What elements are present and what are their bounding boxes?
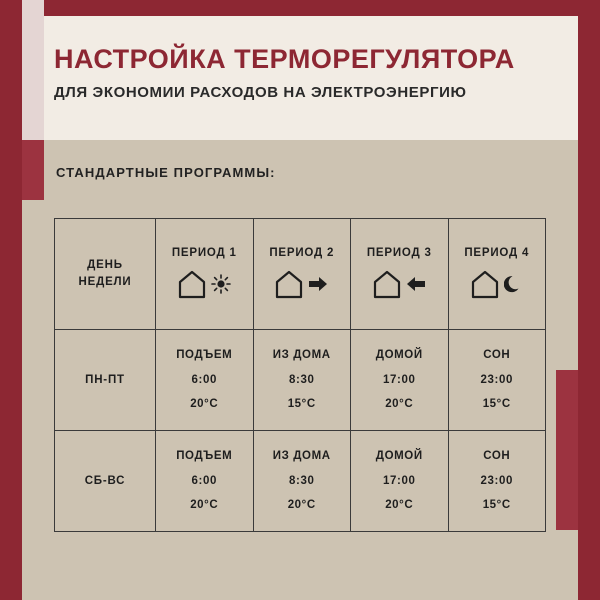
column-header-period-3 [351, 219, 449, 330]
house-arrow-left-icon-group [351, 267, 448, 301]
cell-name: ДОМОЙ [375, 348, 423, 361]
arrow-right-icon [308, 275, 328, 293]
cell-weekday-period-3 [351, 330, 449, 431]
column-header-period-1 [156, 219, 254, 330]
row-day-label: ПН-ПТ [55, 330, 156, 431]
column-header-period-2-label: ПЕРИОД 2 [269, 247, 335, 259]
section-caption: СТАНДАРТНЫЕ ПРОГРАММЫ: [56, 165, 276, 180]
house-icon [275, 269, 303, 299]
cell-temp: 20°C [385, 499, 414, 512]
cell-name: ДОМОЙ [375, 449, 423, 462]
cell-temp: 20°C [287, 499, 316, 512]
cell-temp: 20°C [385, 398, 414, 411]
schedule-table [54, 218, 546, 532]
cell-weekday-period-2 [253, 330, 351, 431]
cell-weekend-period-2 [253, 431, 351, 532]
column-header-period-4 [448, 219, 546, 330]
table-row [55, 431, 546, 532]
page-subtitle: ДЛЯ ЭКОНОМИИ РАСХОДОВ НА ЭЛЕКТРОЭНЕРГИЮ [54, 84, 467, 101]
column-header-period-4-label: ПЕРИОД 4 [464, 247, 530, 259]
sun-icon [211, 274, 231, 294]
house-icon [178, 269, 206, 299]
page-title: НАСТРОЙКА ТЕРМОРЕГУЛЯТОРА [54, 44, 515, 74]
cell-weekday-period-4 [448, 330, 546, 431]
cell-weekend-period-4 [448, 431, 546, 532]
house-icon [373, 269, 401, 299]
day-header-line1: ДЕНЬ [87, 259, 123, 272]
cell-weekday-period-1 [156, 330, 254, 431]
left-accent-bar [0, 0, 22, 600]
cell-temp: 20°C [190, 499, 219, 512]
cell-time: 23:00 [480, 474, 513, 487]
cell-name: ИЗ ДОМА [272, 449, 331, 462]
cell-temp: 15°C [482, 398, 511, 411]
cell-time: 8:30 [289, 373, 315, 386]
column-header-day [55, 219, 156, 330]
header-top-accent [44, 0, 578, 16]
cell-time: 6:00 [191, 474, 217, 487]
right-accent-bar [578, 0, 600, 600]
cell-name: ПОДЪЕМ [176, 348, 233, 361]
house-arrow-right-icon-group [254, 267, 351, 301]
cell-time: 17:00 [383, 373, 416, 386]
cell-weekend-period-1 [156, 431, 254, 532]
table-header-row [55, 219, 546, 330]
house-moon-icon-group [449, 267, 546, 301]
right-mid-bar [556, 370, 578, 530]
day-header-line2: НЕДЕЛИ [78, 276, 132, 288]
cell-time: 6:00 [191, 373, 217, 386]
row-day-label: СБ-ВС [55, 431, 156, 532]
house-icon [471, 269, 499, 299]
cell-time: 23:00 [480, 373, 513, 386]
arrow-left-icon [406, 275, 426, 293]
house-sun-icon-group [156, 267, 253, 301]
cell-name: СОН [483, 449, 511, 462]
column-header-period-2 [253, 219, 351, 330]
cell-name: ПОДЪЕМ [176, 449, 233, 462]
column-header-period-3-label: ПЕРИОД 3 [366, 247, 432, 259]
moon-icon [504, 274, 522, 294]
cell-temp: 15°C [287, 398, 316, 411]
table-row [55, 330, 546, 431]
cell-temp: 20°C [190, 398, 219, 411]
header-panel [44, 0, 578, 140]
cell-name: ИЗ ДОМА [272, 348, 331, 361]
cell-time: 8:30 [289, 474, 315, 487]
cell-temp: 15°C [482, 499, 511, 512]
cell-weekend-period-3 [351, 431, 449, 532]
schedule-table-wrapper [54, 218, 546, 532]
left-pale-bar [22, 0, 44, 140]
left-mid-bar [22, 140, 44, 200]
column-header-period-1-label: ПЕРИОД 1 [171, 247, 237, 259]
cell-time: 17:00 [383, 474, 416, 487]
cell-name: СОН [483, 348, 511, 361]
